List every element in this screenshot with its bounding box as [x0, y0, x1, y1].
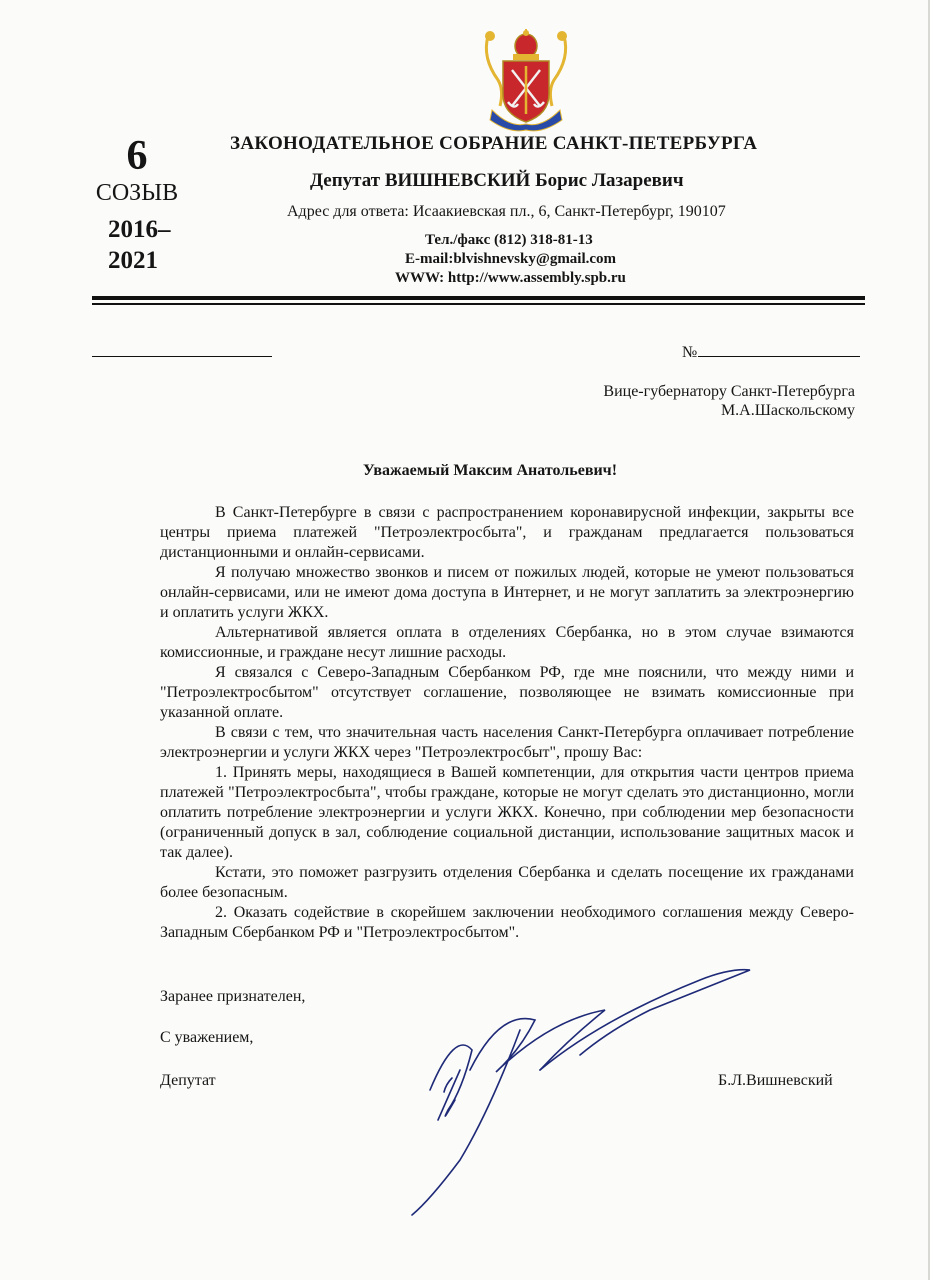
body-paragraph: Кстати, это поможет разгрузить отделения Сбербанка и сделать посещение их гражданами более безопасным.	[160, 864, 854, 901]
email-address: E-mail:blvishnevsky@gmail.com	[405, 251, 617, 267]
convocation-years-start: 2016–	[108, 216, 171, 243]
reference-number-label: №	[682, 344, 698, 361]
closing-thanks: Заранее признателен,	[160, 988, 306, 1005]
letter-body	[160, 503, 854, 943]
deputy-name: Депутат ВИШНЕВСКИЙ Борис Лазаревич	[310, 170, 684, 191]
reference-number-blank-line	[698, 356, 860, 357]
body-paragraph: Я связался с Северо-Западным Сбербанком РФ, где мне пояснили, что между ними и "Петроэлектросбытом" отсутствует соглашение, позволяющее не взимать комиссионные при указанной оплате.	[160, 664, 854, 721]
crown-icon	[513, 29, 539, 60]
date-blank-line	[92, 356, 272, 357]
body-paragraph: 1. Принять меры, находящиеся в Вашей компетенции, для открытия части центров приема платежей "Петроэлектросбыта", чтобы граждане, которые не могут сделать это дистанционно, могли оплатить потребление электроэнергии и услуги ЖКХ. Конечно, при соблюдении мер безопасности (ограниченный допуск в зал, соблюдение социальной дистанции, использование защитных масок и так далее).	[160, 764, 854, 861]
recipient-position: Вице-губернатору Санкт-Петербурга	[603, 383, 855, 400]
convocation-years	[82, 214, 222, 276]
salutation: Уважаемый Максим Анатольевич!	[362, 462, 618, 479]
body-paragraph: 2. Оказать содействие в скорейшем заключении необходимого соглашения между Северо-Западным Сбербанком РФ и "Петроэлектросбытом".	[160, 904, 854, 941]
convocation-years-end: 2021	[108, 247, 158, 274]
body-paragraph: В связи с тем, что значительная часть населения Санкт-Петербурга оплачивает потребление электроэнергии и услуги ЖКХ через "Петроэлектросбыт", прошу Вас:	[160, 724, 854, 761]
coat-of-arms-emblem	[470, 28, 582, 134]
header-divider-thick	[92, 296, 865, 300]
phone-fax: Тел./факс (812) 318-81-13	[425, 232, 593, 248]
closing-regards: С уважением,	[160, 1029, 254, 1046]
return-address: Адрес для ответа: Исаакиевская пл., 6, Санкт-Петербург, 190107	[287, 203, 726, 220]
recipient-name: М.А.Шаскольскому	[720, 402, 855, 419]
body-paragraph: В Санкт-Петербурге в связи с распространением коронавирусной инфекции, закрыты все центры приема платежей "Петроэлектросбыта", и гражданам предлагается пользоваться дистанционными и онлайн-сервисами.	[160, 504, 854, 561]
signer-name: Б.Л.Вишневский	[718, 1072, 833, 1089]
body-paragraph: Я получаю множество звонков и писем от пожилых людей, которые не умеют пользоваться онлайн-сервисами, или не имеют дома доступа в Интернет, и не могут заплатить за электроэнергию и оплатить услуги ЖКХ.	[160, 564, 854, 621]
header-divider-thin	[92, 303, 865, 305]
handwritten-signature	[400, 960, 760, 1220]
organization-name: ЗАКОНОДАТЕЛЬНОЕ СОБРАНИЕ САНКТ-ПЕТЕРБУРГА	[230, 133, 758, 154]
convocation-number: 6	[126, 133, 148, 179]
convocation-label: СОЗЫВ	[95, 180, 179, 206]
signer-title: Депутат	[160, 1072, 216, 1089]
website-address: WWW: http://www.assembly.spb.ru	[395, 270, 626, 286]
body-paragraph: Альтернативой является оплата в отделениях Сбербанка, но в этом случае взимаются комиссионные, и граждане несут лишние расходы.	[160, 624, 854, 661]
